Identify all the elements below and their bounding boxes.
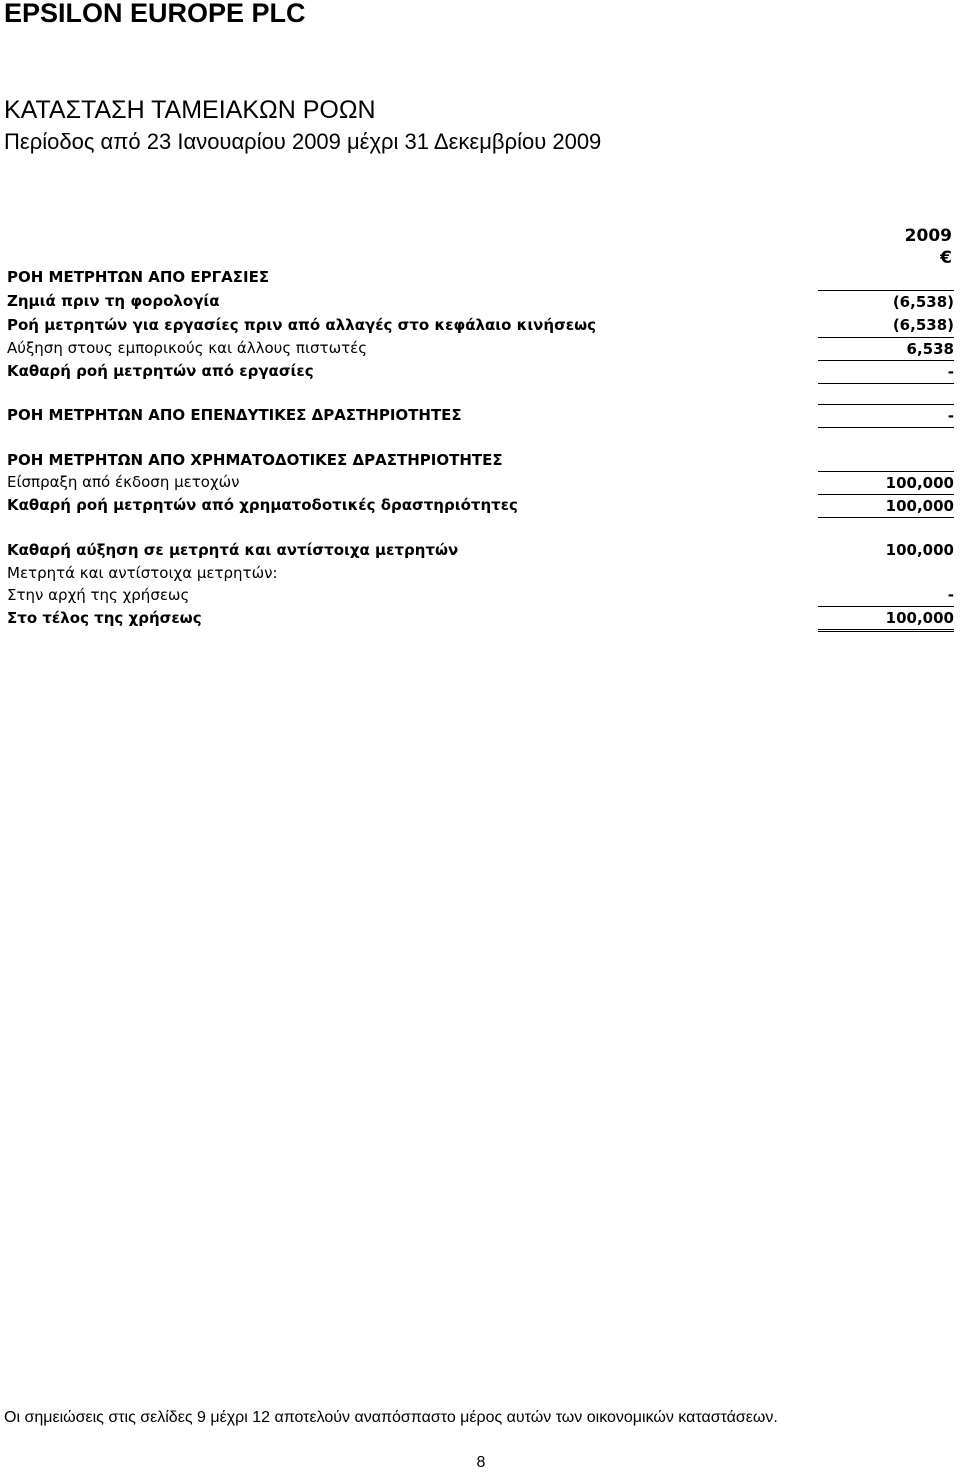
section-financing-heading xyxy=(0,449,960,472)
row-label: Ροή μετρητών για εργασίες πριν από αλλαγές στο κεφάλαιο κινήσεως xyxy=(7,316,597,334)
row-label: Καθαρή αύξηση σε μετρητά και αντίστοιχα μετρητών xyxy=(7,541,459,559)
statement-period: Περίοδος από 23 Ιανουαρίου 2009 μέχρι 31 Δεκεμβρίου 2009 xyxy=(4,129,602,154)
row-amount: - xyxy=(818,404,954,428)
row-label: Αύξηση στους εμπορικούς και άλλους πιστωτές xyxy=(7,339,368,357)
row-opening-balance xyxy=(0,584,960,607)
row-label: Στο τέλος της χρήσεως xyxy=(7,609,202,627)
page-number xyxy=(0,1454,960,1472)
statement-title: ΚΑΤΑΣΤΑΣΗ ΤΑΜΕΙΑΚΩΝ ΡΟΩΝ xyxy=(4,96,376,124)
section-investing-heading xyxy=(0,404,960,427)
row-label: ΡΟΗ ΜΕΤΡΗΤΩΝ ΑΠΟ ΕΡΓΑΣΙΕΣ xyxy=(7,268,270,286)
row-closing-balance xyxy=(0,607,960,630)
page-number-text: 8 xyxy=(476,1454,486,1471)
row-amount: (6,538) xyxy=(818,290,954,313)
row-amount: - xyxy=(818,360,954,384)
row-net-increase-cash xyxy=(0,539,960,562)
row-label: Μετρητά και αντίστοιχα μετρητών: xyxy=(7,564,278,582)
row-amount: 100,000 xyxy=(818,471,954,494)
row-net-financing xyxy=(0,494,960,517)
row-amount: 100,000 xyxy=(885,541,954,559)
row-label: Στην αρχή της χρήσεως xyxy=(7,586,190,604)
column-currency: € xyxy=(940,248,952,268)
row-amount: (6,538) xyxy=(892,316,954,334)
row-loss-before-tax xyxy=(0,290,960,313)
row-label: Είσπραξη από έκδοση μετοχών xyxy=(7,473,240,491)
row-cash-flow-before-wc xyxy=(0,314,960,337)
row-amount: 100,000 xyxy=(818,607,954,632)
company-name: EPSILON EUROPE PLC xyxy=(4,0,306,28)
row-increase-payables xyxy=(0,337,960,360)
row-amount: 6,538 xyxy=(818,337,954,360)
row-label: Καθαρή ροή μετρητών από χρηματοδοτικές δραστηριότητες xyxy=(7,496,518,514)
row-amount: 100,000 xyxy=(818,494,954,518)
row-label: Καθαρή ροή μετρητών από εργασίες xyxy=(7,362,314,380)
row-label: Ζημιά πριν τη φορολογία xyxy=(7,292,220,310)
footnote: Οι σημειώσεις στις σελίδες 9 μέχρι 12 αποτελούν αναπόσπαστο μέρος αυτών των οικονομικών καταστάσεων. xyxy=(4,1409,778,1426)
row-cash-heading xyxy=(0,562,960,585)
row-amount: - xyxy=(818,584,954,607)
row-net-operating xyxy=(0,360,960,383)
row-label: ΡΟΗ ΜΕΤΡΗΤΩΝ ΑΠΟ ΧΡΗΜΑΤΟΔΟΤΙΚΕΣ ΔΡΑΣΤΗΡΙΟΤΗΤΕΣ xyxy=(7,451,503,469)
row-label: ΡΟΗ ΜΕΤΡΗΤΩΝ ΑΠΟ ΕΠΕΝΔΥΤΙΚΕΣ ΔΡΑΣΤΗΡΙΟΤΗΤΕΣ xyxy=(7,406,462,424)
column-year: 2009 xyxy=(904,226,952,246)
row-share-issue-proceeds xyxy=(0,471,960,494)
section-operating-heading xyxy=(0,266,960,289)
